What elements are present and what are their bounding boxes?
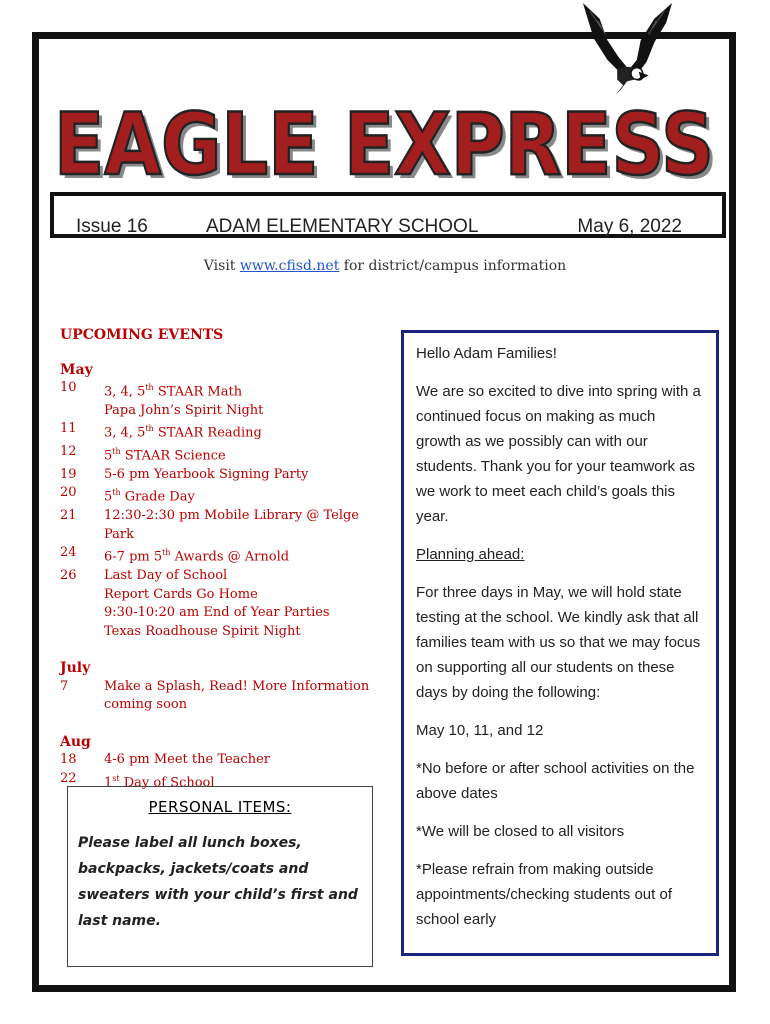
event-line: Report Cards Go Home [104, 586, 258, 602]
event-line: 5th STAAR Science [104, 447, 226, 464]
month-group [60, 733, 390, 793]
event-day: 26 [60, 568, 77, 584]
district-link[interactable]: www.cfisd.net [239, 258, 340, 274]
event-line: Make a Splash, Read! More Information [104, 678, 370, 694]
letter-paragraph-2: For three days in May, we will hold state testing at the school. We kindly ask that all families team with us so that we may focus on supporting all our students on these days by doing the following: [416, 584, 701, 701]
event-row [60, 379, 390, 420]
event-line: 12:30-2:30 pm Mobile Library @ Telge Park [104, 508, 359, 542]
letter-heading: Planning ahead: [416, 546, 525, 563]
school-name: ADAM ELEMENTARY SCHOOL [206, 216, 479, 237]
events-list [60, 361, 390, 793]
month-heading: Aug [60, 733, 91, 750]
event-day: 10 [60, 380, 77, 395]
issue-number: Issue 16 [76, 216, 148, 237]
event-day: 12 [60, 444, 77, 460]
letter-dates: May 10, 11, and 12 [416, 722, 544, 739]
masthead-title-shadow: EAGLE EXPRESS [58, 99, 718, 193]
event-day: 22 [60, 770, 77, 786]
month-heading: May [60, 361, 93, 378]
event-line: 5-6 pm Yearbook Signing Party [104, 466, 309, 482]
event-day: 24 [60, 545, 77, 561]
event-line: 1st Day of School [104, 773, 215, 790]
visit-prefix: Visit [203, 258, 240, 274]
event-row [60, 420, 390, 443]
event-line: Texas Roadhouse Spirit Night [104, 623, 301, 639]
event-line: 3, 4, 5th STAAR Reading [104, 424, 262, 441]
letter-bullet-2: *We will be closed to all visitors [416, 823, 625, 840]
event-day: 7 [60, 678, 69, 694]
event-row [60, 484, 390, 507]
event-line: 3, 4, 5th STAAR Math [104, 383, 243, 400]
event-row [60, 751, 390, 770]
personal-items-title: PERSONAL ITEMS: [148, 798, 292, 816]
event-line: coming soon [104, 697, 188, 713]
event-line: 9:30-10:20 am End of Year Parties [104, 605, 330, 621]
month-group [60, 361, 390, 642]
event-line: 6-7 pm 5th Awards @ Arnold [104, 548, 290, 565]
event-line: 4-6 pm Meet the Teacher [104, 752, 270, 768]
letter-bullet-3: *Please refrain from making outside appointments/checking students out of school early [416, 861, 672, 928]
family-letter [401, 330, 719, 956]
month-group [60, 659, 390, 715]
letter-greeting: Hello Adam Families! [416, 345, 557, 362]
event-row [60, 544, 390, 567]
letter-paragraph-1: We are so excited to dive into spring with a continued focus on making as much growth as we possibly can with our students. Thank you for your teamwork as we work to meet each child’s goals this year. [416, 383, 701, 525]
event-row [60, 507, 390, 544]
visit-suffix: for district/campus information [339, 258, 567, 274]
upcoming-events [60, 326, 390, 810]
events-title: UPCOMING EVENTS [60, 327, 224, 343]
event-line: 5th Grade Day [104, 488, 195, 505]
personal-items-box [67, 786, 373, 967]
event-row [60, 567, 390, 641]
personal-items-text: Please label all lunch boxes, backpacks, jackets/coats and sweaters with your child’s first and last name. [78, 835, 358, 929]
event-day: 19 [60, 466, 77, 482]
issue-date: May 6, 2022 [577, 216, 682, 237]
info-bar [50, 192, 726, 238]
event-row [60, 466, 390, 485]
event-day: 11 [60, 421, 77, 437]
event-day: 20 [60, 485, 77, 501]
event-day: 21 [60, 508, 77, 524]
letter-bullet-1: *No before or after school activities on the above dates [416, 760, 695, 802]
month-heading: July [60, 660, 91, 677]
event-line: Papa John’s Spirit Night [104, 402, 264, 418]
event-row [60, 678, 390, 715]
eagle-icon [578, 0, 676, 104]
visit-line [0, 258, 770, 274]
event-row [60, 443, 390, 466]
event-line: Last Day of School [104, 568, 228, 584]
event-day: 18 [60, 752, 77, 768]
masthead-title-text: EAGLE EXPRESS [54, 98, 714, 193]
masthead-title [52, 98, 752, 193]
